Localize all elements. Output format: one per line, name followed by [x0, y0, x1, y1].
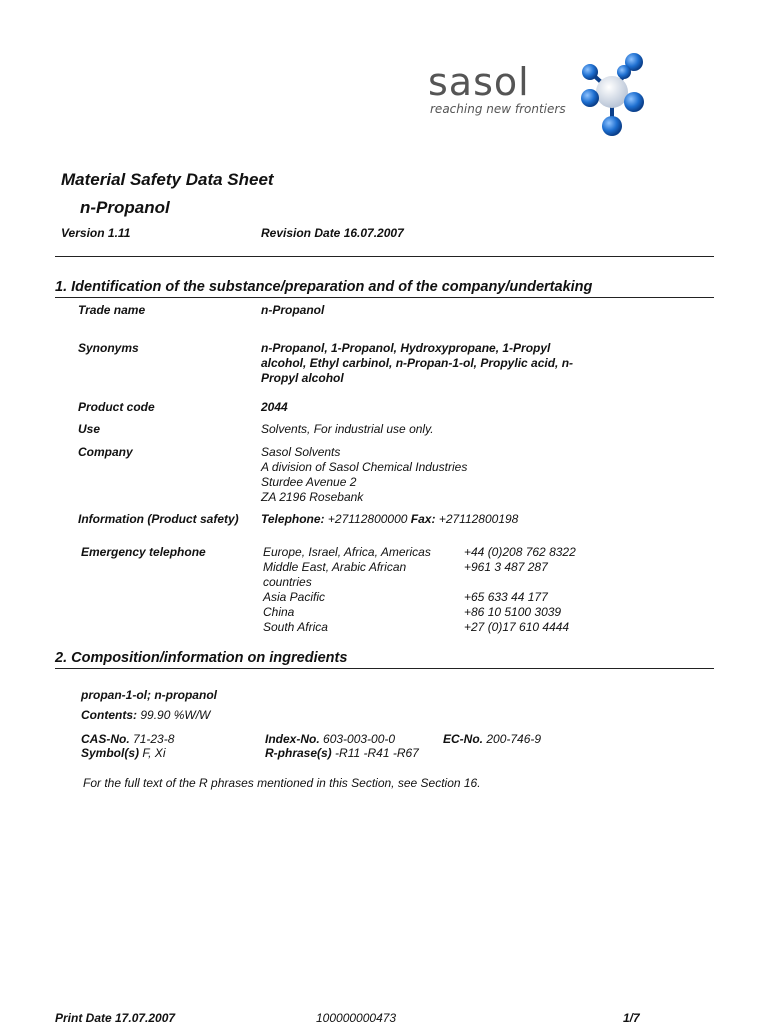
trade-name-value: n-Propanol: [261, 303, 325, 317]
index-value: 603-003-00-0: [323, 732, 396, 746]
revision-date: Revision Date 16.07.2007: [261, 226, 404, 240]
symbols-line: [81, 746, 165, 761]
address-line: ZA 2196 Rosebank: [261, 490, 364, 504]
emergency-number: +27 (0)17 610 4444: [464, 620, 570, 634]
emergency-label: Emergency telephone: [81, 545, 206, 559]
cas-value: 71-23-8: [133, 732, 175, 746]
fax-label: Fax:: [410, 512, 436, 526]
product-code-value: 2044: [261, 400, 288, 414]
section-2-heading: 2. Composition/information on ingredients: [55, 650, 348, 666]
emergency-row: [263, 605, 623, 620]
telephone-value: +27112800000: [327, 512, 408, 526]
emergency-row: [263, 545, 623, 560]
emergency-row: [263, 620, 623, 635]
emergency-region: China: [263, 605, 295, 619]
symbols-label: Symbol(s): [81, 746, 140, 760]
page-number: 1/7: [623, 1011, 640, 1025]
emergency-number: +961 3 487 287: [464, 560, 548, 574]
section-2-divider: [55, 668, 714, 669]
use-label: Use: [78, 422, 101, 436]
ec-label: EC-No.: [443, 732, 483, 746]
index-label: Index-No.: [265, 732, 320, 746]
document-number: 100000000473: [316, 1011, 397, 1025]
use-value: Solvents, For industrial use only.: [261, 422, 434, 436]
address-line: Sasol Solvents: [261, 445, 341, 459]
synonyms-line: Propyl alcohol: [261, 371, 344, 385]
emergency-number: +86 10 5100 3039: [464, 605, 562, 619]
company-label: Company: [78, 445, 133, 459]
contents-label: Contents:: [81, 708, 137, 722]
product-code-label: Product code: [78, 400, 155, 414]
company-logo: [420, 46, 652, 142]
synonyms-label: Synonyms: [78, 341, 139, 355]
contact-line: [261, 512, 518, 527]
fax-value: +27112800198: [438, 512, 519, 526]
emergency-table: [263, 545, 623, 635]
emergency-row: [263, 560, 623, 575]
document-title: Material Safety Data Sheet: [61, 170, 274, 189]
rphrase-label: R-phrase(s): [265, 746, 332, 760]
telephone-label: Telephone:: [261, 512, 325, 526]
emergency-number: +65 633 44 177: [464, 590, 548, 604]
print-date: Print Date 17.07.2007: [55, 1011, 176, 1025]
ec-value: 200-746-9: [486, 732, 542, 746]
section-1-heading: 1. Identification of the substance/preparation and of the company/undertaking: [55, 279, 593, 295]
ingredient-name: propan-1-ol; n-propanol: [81, 688, 217, 702]
cas-label: CAS-No.: [81, 732, 130, 746]
logo-brand: sasol: [428, 60, 530, 104]
rphrase-value: -R11 -R41 -R67: [335, 746, 419, 760]
trade-name-label: Trade name: [78, 303, 146, 317]
r-phrase-note: For the full text of the R phrases mentioned in this Section, see Section 16.: [83, 776, 481, 790]
index-line: [265, 732, 395, 747]
synonyms-value: [261, 341, 573, 386]
emergency-region: countries: [263, 575, 312, 589]
header-divider: [55, 256, 714, 257]
product-safety-label: Information (Product safety): [78, 512, 239, 526]
emergency-row: [263, 590, 623, 605]
ec-line: [443, 732, 541, 747]
cas-line: [81, 732, 174, 747]
address-line: Sturdee Avenue 2: [261, 475, 357, 489]
company-address: [261, 445, 467, 505]
synonyms-line: n-Propanol, 1-Propanol, Hydroxypropane, 1-Propyl: [261, 341, 551, 355]
synonyms-line: alcohol, Ethyl carbinol, n-Propan-1-ol, Propylic acid, n-: [261, 356, 574, 370]
symbols-value: F, Xi: [142, 746, 166, 760]
emergency-row: [263, 575, 623, 590]
emergency-region: Middle East, Arabic African: [263, 560, 407, 574]
rphrase-line: [265, 746, 419, 761]
emergency-number: +44 (0)208 762 8322: [464, 545, 576, 559]
product-name: n-Propanol: [80, 198, 170, 217]
contents-line: [81, 708, 210, 723]
version: Version 1.11: [61, 226, 131, 240]
section-1-divider: [55, 297, 714, 298]
emergency-region: Asia Pacific: [263, 590, 326, 604]
emergency-region: Europe, Israel, Africa, Americas: [263, 545, 431, 559]
contents-value: 99.90 %W/W: [140, 708, 211, 722]
address-line: A division of Sasol Chemical Industries: [261, 460, 468, 474]
emergency-region: South Africa: [263, 620, 328, 634]
molecule-logo-icon: [572, 50, 652, 140]
logo-tagline: reaching new frontiers: [430, 102, 566, 116]
